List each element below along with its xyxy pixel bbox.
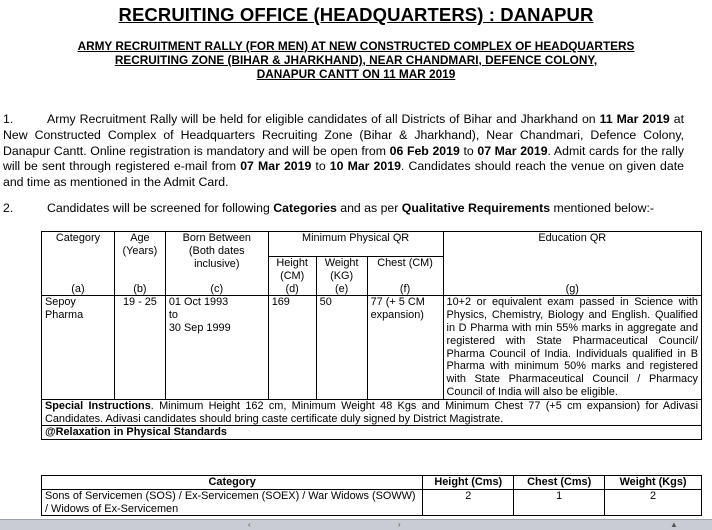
relax-header-chest: Chest (Cms) bbox=[514, 476, 605, 490]
chevron-left-icon: ‹ bbox=[248, 520, 251, 529]
column-letter-c: (c) bbox=[165, 283, 268, 296]
header-education-qr: Education QR bbox=[443, 232, 701, 283]
para2-text-1: Candidates will be screened for following bbox=[47, 201, 274, 215]
header-weight: Weight (KG) bbox=[316, 257, 367, 283]
special-instructions-text: . Minimum Height 162 cm, Minimum Weight 48 Kgs and Minimum Chest 77 (+5 cm expansion) for Adivasi Candidates. Adivasi candidates should bring caste certificate duly signed by District Magistrate. bbox=[45, 399, 698, 425]
system-tray-icon: ▲ bbox=[670, 520, 678, 529]
column-letter-f: (f) bbox=[367, 283, 443, 296]
column-letter-g: (g) bbox=[443, 283, 701, 296]
cell-height: 169 bbox=[268, 296, 316, 399]
para1-date-reg-open: 06 Feb 2019 bbox=[389, 143, 460, 158]
bottom-taskbar-strip bbox=[0, 519, 712, 530]
header-minimum-physical-qr: Minimum Physical QR bbox=[268, 232, 443, 257]
para2-qualitative-requirements: Qualitative Requirements bbox=[401, 201, 551, 215]
cell-age: 19 - 25 bbox=[114, 296, 165, 399]
cell-born-from: 01 Oct 1993 bbox=[168, 296, 229, 309]
subtitle-line-1: ARMY RECRUITMENT RALLY (FOR MEN) AT NEW CONSTRUCTED COMPLEX OF HEADQUARTERS bbox=[77, 39, 635, 53]
column-letter-d: (d) bbox=[268, 283, 316, 296]
header-born-between: Born Between (Both dates inclusive) bbox=[165, 232, 268, 283]
chevron-right-icon: › bbox=[398, 520, 401, 529]
cell-category: Sepoy Pharma bbox=[42, 296, 115, 399]
document-title: RECRUITING OFFICE (HEADQUARTERS) : DANAPUR bbox=[118, 4, 594, 25]
cell-education: 10+2 or equivalent exam passed in Science with Physics, Chemistry, Biology and English. Qualified in D Pharma with min 55% marks in aggregate and registered with State Pharmaceutical Council/ Pharma Council of India. Individuals qualified in B Pharma with minimum 50% marks and registered with State Pharmaceutical Council / Pharmacy Council of India will also be eligible. bbox=[443, 296, 701, 399]
para1-date-admit-from: 07 Mar 2019 bbox=[240, 159, 312, 174]
table-row bbox=[42, 489, 702, 516]
para1-text-2: at New Constructed Complex of Headquarters Recruiting Zone (Bihar & Jharkhand), Near Chandmari, Defence Colony, Danapur Cantt. Online registration is mandatory and will be open from bbox=[3, 112, 684, 158]
column-letter-a: (a) bbox=[42, 283, 115, 296]
subtitle-line-3: DANAPUR CANTT ON 11 MAR 2019 bbox=[256, 67, 456, 81]
relax-header-height: Height (Cms) bbox=[423, 476, 514, 490]
header-height: Height (CM) bbox=[268, 257, 316, 283]
column-letter-b: (b) bbox=[114, 283, 165, 296]
relaxation-heading: @Relaxation in Physical Standards bbox=[42, 426, 702, 440]
qr-table bbox=[41, 231, 702, 440]
cell-born-until: 30 Sep 1999 bbox=[168, 321, 231, 334]
cell-born-between bbox=[165, 296, 268, 399]
paragraph-1 bbox=[3, 112, 684, 191]
para2-text-3: mentioned below:- bbox=[550, 201, 654, 215]
para1-date-reg-close: 07 Mar 2019 bbox=[477, 143, 548, 158]
cell-weight: 50 bbox=[316, 296, 367, 399]
para1-text-4: . Admit cards for the rally will be sent through registered e-mail from bbox=[3, 143, 684, 174]
para1-text-5: to bbox=[311, 159, 330, 174]
relax-cell-category: Sons of Servicemen (SOS) / Ex-Servicemen (SOEX) / War Widows (SOWW) / Widows of Ex-Servicemen bbox=[42, 489, 423, 516]
para1-date-admit-to: 10 Mar 2019 bbox=[329, 159, 401, 174]
relax-header-weight: Weight (Kgs) bbox=[605, 476, 702, 490]
cell-chest: 77 (+ 5 CM expansion) bbox=[367, 296, 443, 399]
header-age: Age (Years) bbox=[114, 232, 165, 283]
para2-text-2: and as per bbox=[336, 201, 402, 215]
special-instructions-label: Special Instructions bbox=[45, 399, 151, 412]
relax-cell-height: 2 bbox=[423, 489, 514, 516]
special-instructions bbox=[42, 399, 702, 426]
table-row bbox=[42, 296, 702, 399]
para1-date-rally: 11 Mar 2019 bbox=[599, 112, 670, 126]
subtitle-line-2: RECRUITING ZONE (BIHAR & JHARKHAND), NEAR CHANDMARI, DEFENCE COLONY, bbox=[114, 53, 598, 67]
header-category: Category bbox=[42, 232, 115, 283]
relaxation-table bbox=[41, 475, 702, 516]
paragraph-2-number: 2. bbox=[3, 201, 14, 215]
para1-text-1: Army Recruitment Rally will be held for eligible candidates of all Districts of Bihar and Jharkhand on bbox=[47, 112, 600, 126]
relax-header-category: Category bbox=[42, 476, 423, 490]
cell-born-to-word: to bbox=[168, 309, 178, 322]
para2-categories: Categories bbox=[273, 201, 337, 215]
relax-cell-chest: 1 bbox=[514, 489, 605, 516]
paragraph-2 bbox=[3, 201, 684, 217]
header-chest: Chest (CM) bbox=[367, 257, 443, 283]
paragraph-1-number: 1. bbox=[3, 112, 14, 126]
para1-text-6: . Candidates should reach the venue on given date and time as mentioned in the Admit Card. bbox=[3, 159, 684, 190]
relax-cell-weight: 2 bbox=[605, 489, 702, 516]
column-letter-e: (e) bbox=[316, 283, 367, 296]
para1-text-3: to bbox=[459, 143, 478, 158]
